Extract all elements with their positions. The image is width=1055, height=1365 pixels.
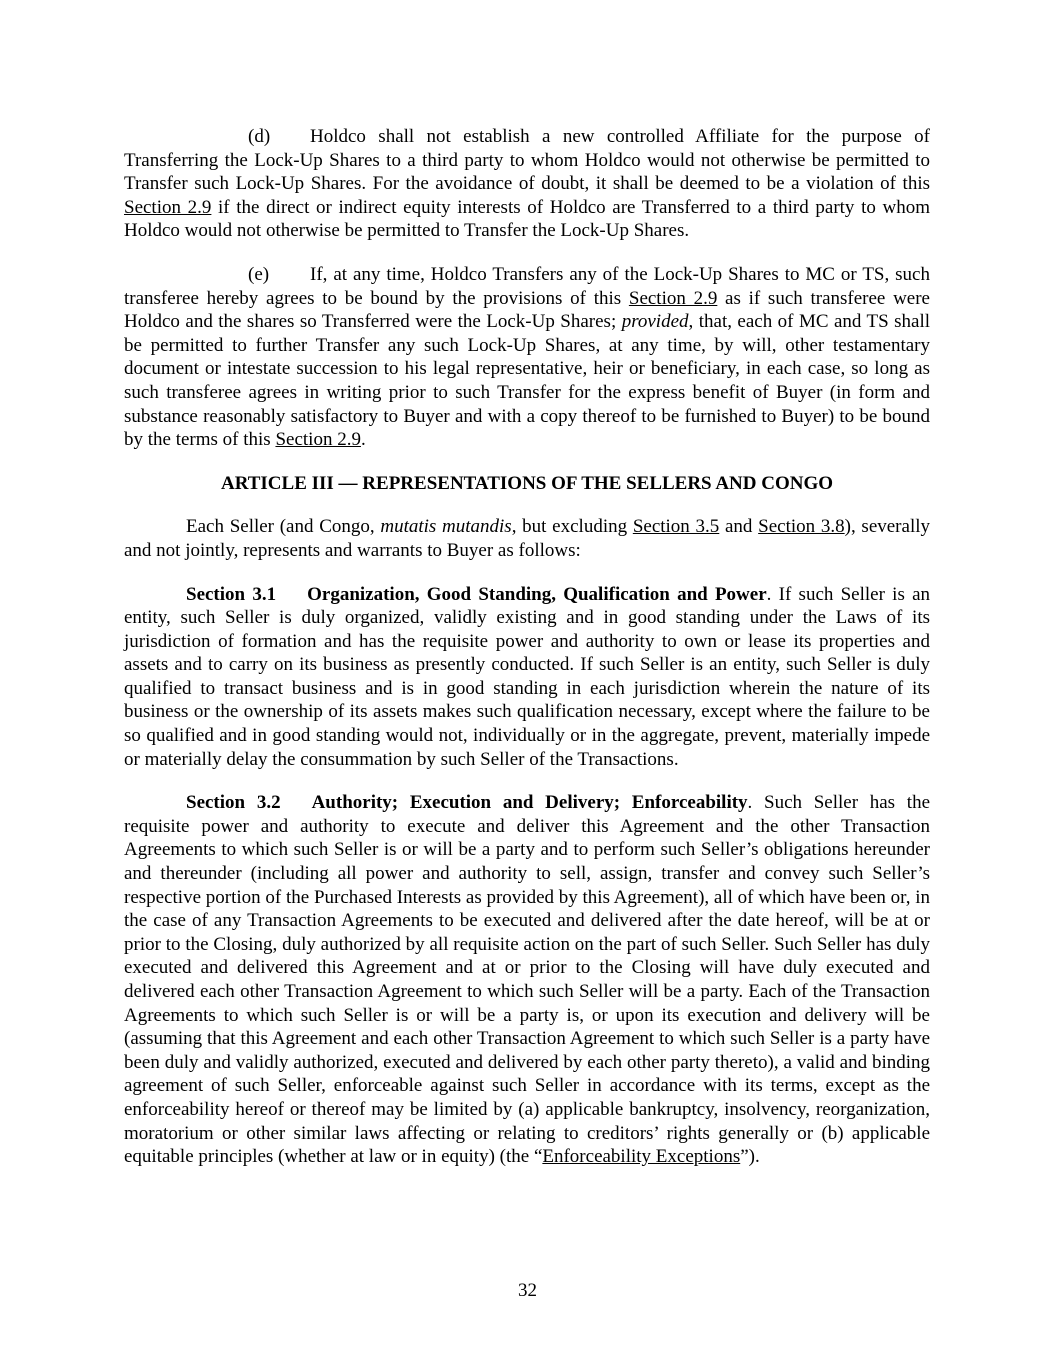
intro-text-3: and (719, 516, 759, 538)
section-2-9-reference: Section 2.9 (628, 287, 718, 309)
paragraph-e-label: (e) (248, 263, 270, 285)
intro-text-4: ), severally and not jointly, represents and warrants to Buyer as follows: (124, 516, 930, 561)
page-number: 32 (518, 1280, 537, 1301)
section-3-1-number: Section 3.1 (186, 583, 277, 605)
section-3-2 (124, 791, 930, 1169)
paragraph-d-text: Holdco shall not establish a new controlled Affiliate for the purpose of Transferring the Lock-Up Shares to a third party to whom Holdco would not otherwise be permitted to Transfer such Lock-Up Shares. For the avoidance of doubt, it shall be deemed to be a violation of this (124, 126, 930, 195)
section-3-8-reference: Section 3.8 (758, 516, 845, 538)
paragraph-d-label: (d) (248, 126, 271, 147)
section-3-2-number: Section 3.2 (186, 792, 281, 814)
article-intro (124, 515, 930, 562)
paragraph-d (124, 125, 930, 243)
paragraph-e-text-2: as if such transferee were Holdco and the shares so Transferred were the Lock-Up Shares; (124, 287, 930, 333)
document-body (124, 125, 930, 1189)
section-3-1 (124, 583, 930, 772)
article-heading: ARTICLE III — REPRESENTATIONS OF THE SELLERS AND CONGO (220, 472, 834, 494)
paragraph-e-text-4: . (360, 429, 366, 451)
paragraph-e-text: If, at any time, Holdco Transfers any of the Lock-Up Shares to MC or TS, such transferee hereby agrees to be bound by the provisions of this (124, 263, 930, 309)
section-2-9-reference: Section 2.9 (275, 429, 361, 451)
section-3-2-text-end: ”). (740, 1146, 760, 1168)
intro-text-1: Each Seller (and Congo, (186, 516, 381, 538)
section-3-1-text: . If such Seller is an entity, such Seller is duly organized, validly existing and in good standing under the Laws of its jurisdiction of formation and has the requisite power and authority to own or lease its properties and assets and to carry on its business as presently conducted. If such Seller is an entity, such Seller is duly qualified to transact business and is in good standing in each jurisdiction wherein the nature of its business or the ownership of its assets makes such qualification necessary, except where the failure to be so qualified and in good standing would not, individually or in the aggregate, prevent, materially impede or materially delay the consummation by such Seller of the Transactions. (124, 583, 931, 770)
section-3-2-text: . Such Seller has the requisite power and authority to execute and deliver this Agreement and the other Transaction Agreements to which such Seller is or will be a party and to perform such Seller’s obligations hereunder and thereunder (including all power and authority to sell, assign, transfer and convey such Seller’s respective portion of the Purchased Interests as provided by this Agreement), all of which have been or, in the case of any Transaction Agreements to be executed and delivered after the date hereof, will be at or prior to the Closing, duly authorized by all requisite action on the part of such Seller. Such Seller has duly executed and delivered this Agreement and at or prior to the Closing will have duly executed and delivered each other Transaction Agreement to which such Seller will be a party. Each of the Transaction Agreements to which such Seller is or will be a party is, or upon its execution and delivery will be (assuming that this Agreement and each other Transaction Agreement to which such Seller is a party have been duly and validly authorized, executed and delivered by each other party thereto), a valid and binding agreement of such Seller, enforceable against such Seller in accordance with its terms, except as the enforceability hereof or thereof may be limited by (a) applicable bankruptcy, insolvency, reorganization, moratorium or other similar laws affecting or relating to creditors’ rights generally or (b) applicable equitable principles (whether at law or in equity) (the “ (124, 792, 931, 1168)
mutatis-mutandis-term: mutatis mutandis (380, 516, 512, 538)
provided-term: provided (621, 311, 689, 333)
intro-text-2: , but excluding (511, 516, 633, 538)
section-3-1-title: Organization, Good Standing, Qualification and Power (307, 583, 767, 605)
section-3-2-title: Authority; Execution and Delivery; Enforceability (311, 792, 748, 814)
enforceability-exceptions-term: Enforceability Exceptions (542, 1146, 741, 1168)
section-3-5-reference: Section 3.5 (632, 516, 720, 538)
paragraph-e (124, 263, 930, 452)
paragraph-e-text-3: , that, each of MC and TS shall be permitted to further Transfer any such Lock-Up Shares, at any time, by will, other testamentary document or intestate succession to his legal representative, heir or beneficiary, in each case, so long as such transferee agrees in writing prior to such Transfer for the express benefit of Buyer (in form and substance reasonably satisfactory to Buyer and with a copy thereof to be furnished to Buyer) to be bound by the terms of this (124, 311, 930, 451)
section-2-9-reference: Section 2.9 (124, 196, 212, 218)
paragraph-d-text-2: if the direct or indirect equity interests of Holdco are Transferred to a third party to whom Holdco would not otherwise be permitted to Transfer the Lock-Up Shares. (124, 196, 930, 242)
